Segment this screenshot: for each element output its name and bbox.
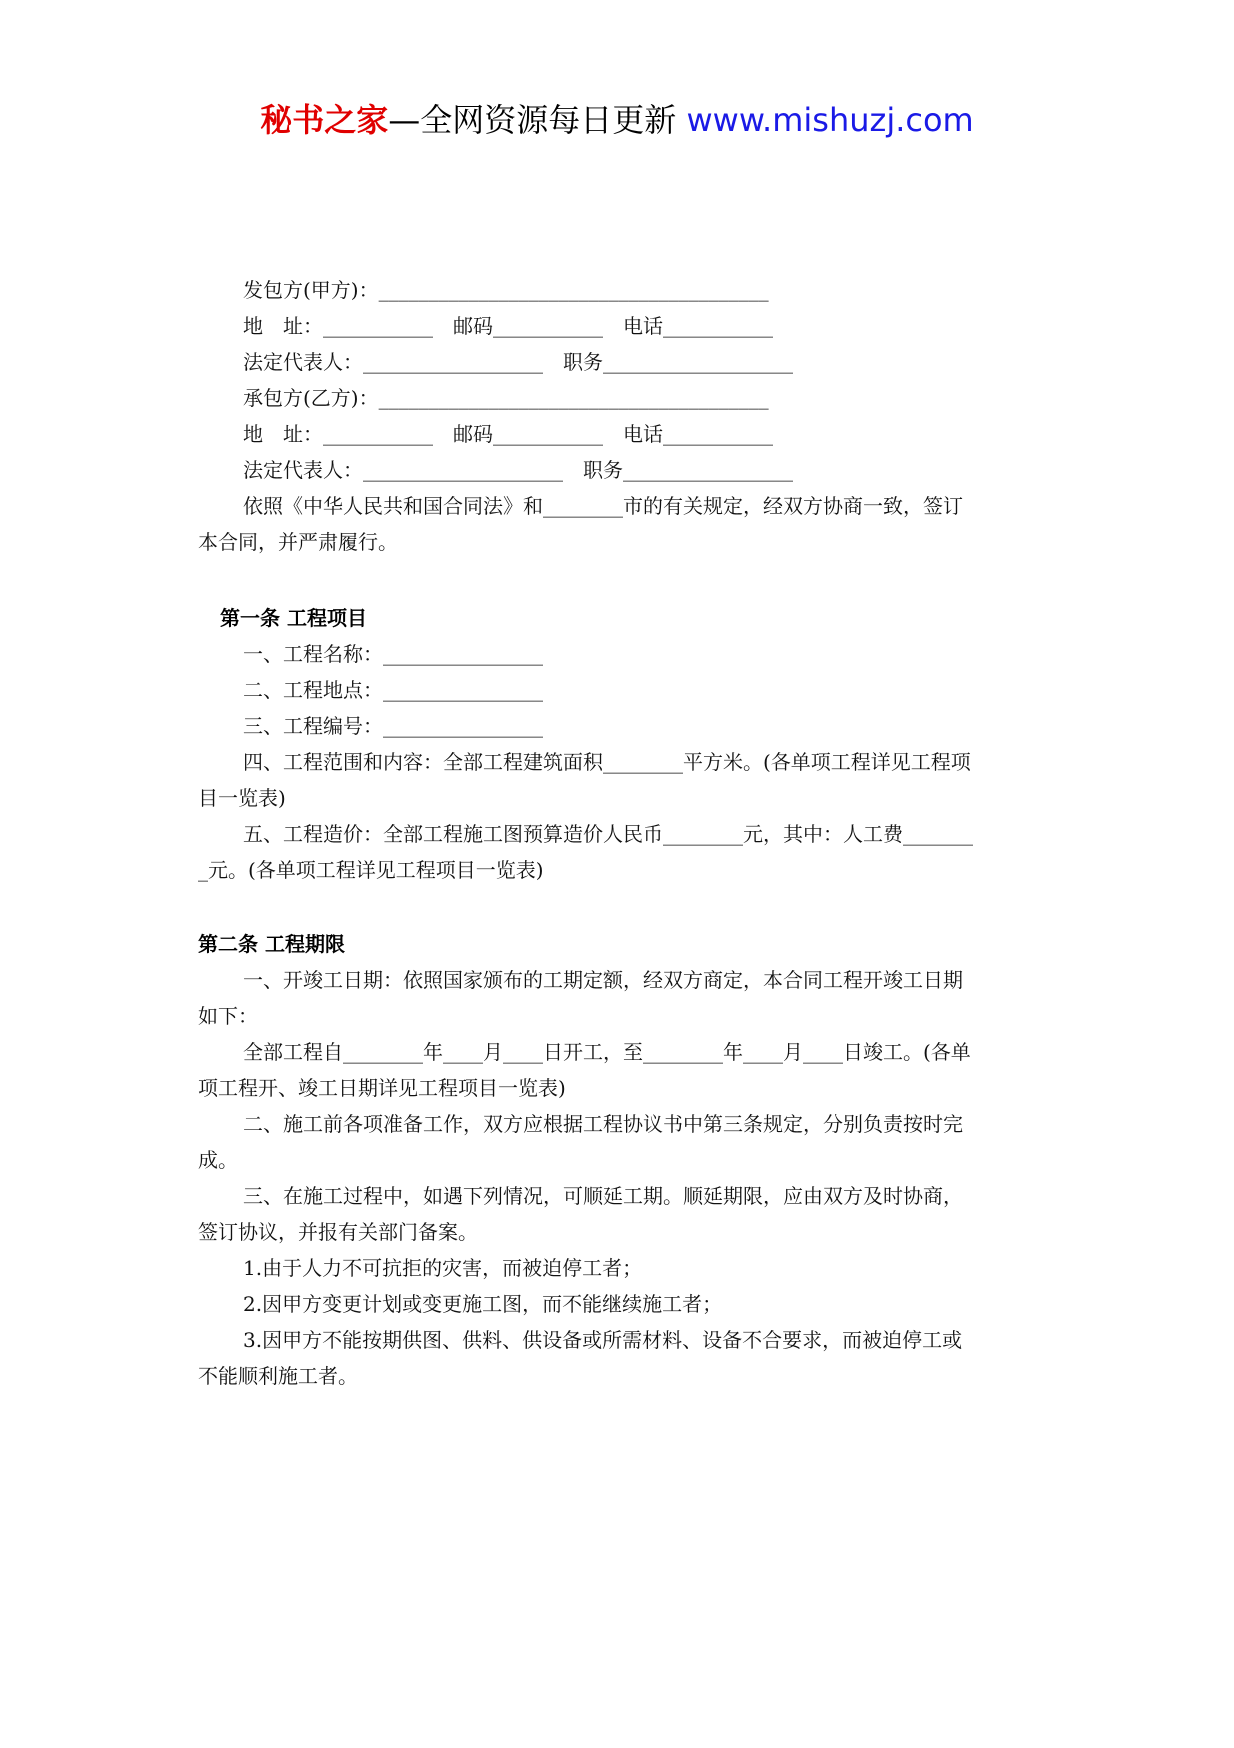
schedule-p1-line2: 如下： [198,1004,258,1028]
delay-item-1: 1.由于人力不可抗拒的灾害，而被迫停工者； [243,1256,643,1280]
brand-name: 秘书之家 [260,101,389,139]
intro-paragraph-line2: 本合同，并严肃履行。 [198,530,398,554]
schedule-p2-line2: 项工程开、竣工日期详见工程项目一览表) [198,1076,566,1100]
project-scope-line1: 四、工程范围和内容：全部工程建筑面积________平方米。(各单项工程详见工程项 [243,750,971,774]
party-a-representative-line: 法定代表人：__________________ 职务___________________ [243,350,793,374]
party-a-address-line: 地 址：___________ 邮码___________ 电话___________ [243,314,773,338]
project-cost-line1: 五、工程造价：全部工程施工图预算造价人民币________元，其中：人工费_______ [243,822,973,846]
party-b-address-line: 地 址：___________ 邮码___________ 电话___________ [243,422,773,446]
party-b-representative-line: 法定代表人：____________________ 职务_________________ [243,458,793,482]
delay-item-2: 2.因甲方变更计划或变更施工图，而不能继续施工者； [243,1292,723,1316]
header-slogan: —全网资源每日更新 [388,101,677,139]
site-header [0,96,1234,144]
article2-heading: 第二条 工程期限 [198,932,345,956]
schedule-p4-line2: 签订协议，并报有关部门备案。 [198,1220,478,1244]
intro-paragraph-line1: 依照《中华人民共和国合同法》和________市的有关规定，经双方协商一致，签订 [243,494,963,518]
party-b-line: 承包方(乙方)：_______________________________________ [243,386,769,410]
project-cost-line2: _元。(各单项工程详见工程项目一览表) [198,858,544,882]
project-number-line: 三、工程编号：________________ [243,714,543,738]
project-scope-line2: 目一览表) [198,786,286,810]
delay-item-3-line1: 3.因甲方不能按期供图、供料、供设备或所需材料、设备不合要求，而被迫停工或 [243,1328,963,1352]
schedule-p3-line2: 成。 [198,1148,238,1172]
project-name-line: 一、工程名称：________________ [243,642,543,666]
delay-item-3-line2: 不能顺利施工者。 [198,1364,358,1388]
party-a-line: 发包方(甲方)：_______________________________________ [243,278,769,302]
schedule-p4-line1: 三、在施工过程中，如遇下列情况，可顺延工期。顺延期限，应由双方及时协商， [243,1184,963,1208]
schedule-p2-line1: 全部工程自________年____月____日开工，至________年____月____日竣工。(各单 [243,1040,971,1064]
schedule-p1-line1: 一、开竣工日期：依照国家颁布的工期定额，经双方商定，本合同工程开竣工日期 [243,968,963,992]
project-location-line: 二、工程地点：________________ [243,678,543,702]
schedule-p3-line1: 二、施工前各项准备工作，双方应根据工程协议书中第三条规定，分别负责按时完 [243,1112,963,1136]
header-url-link[interactable]: www.mishuzj.com [686,101,974,139]
article1-heading: 第一条 工程项目 [220,606,367,630]
